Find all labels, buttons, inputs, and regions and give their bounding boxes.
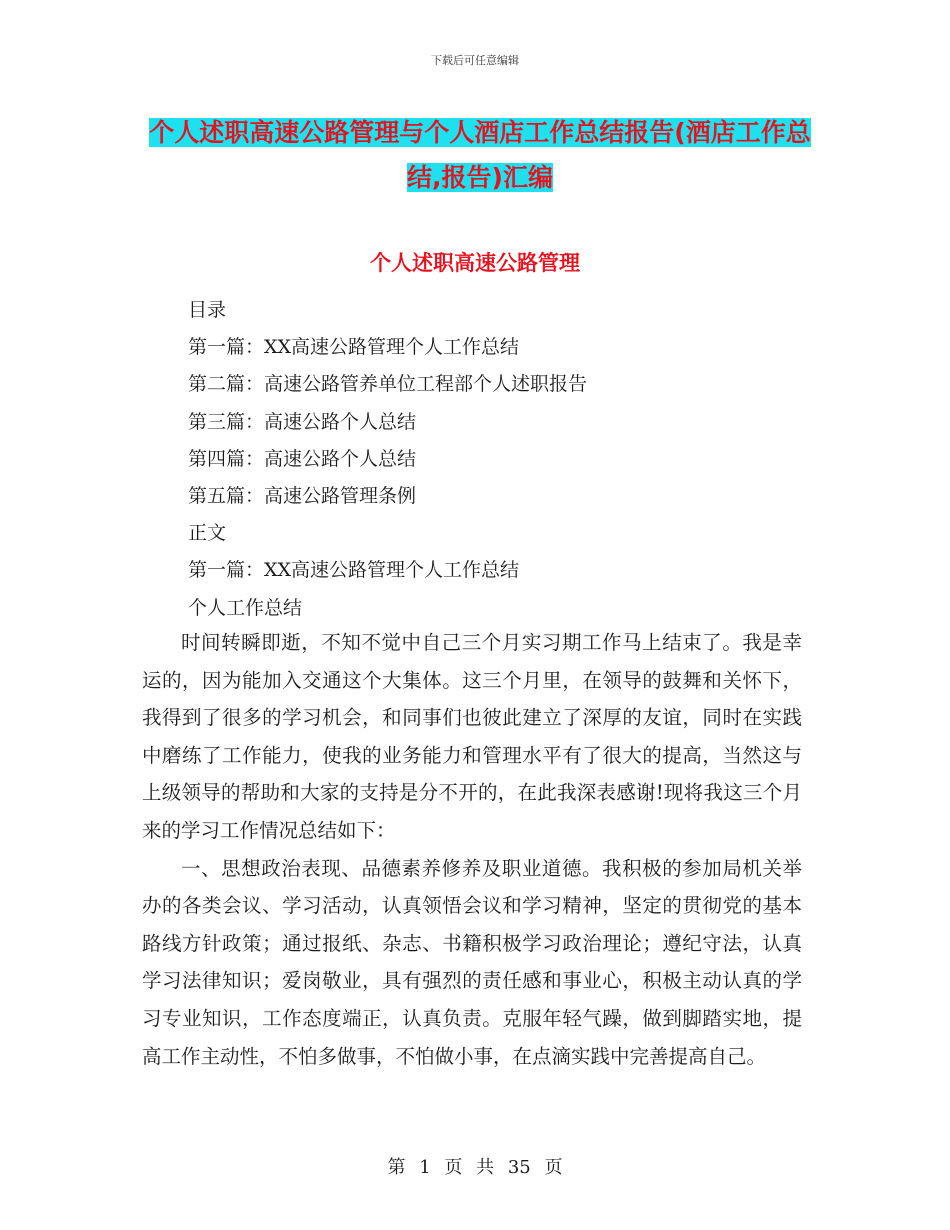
page-footer: 第 1 页 共 35 页 [387,1157,563,1178]
header-note: 下载后可任意编辑 [431,54,519,67]
toc-item: 第二篇：高速公路管养单位工程部个人述职报告 [188,373,588,396]
paragraph: 一、思想政治表现、品德素养修养及职业道德。我积极的参加局机关举办的各类会议、学习活动，认真领悟会议和学习精神，坚定的贯彻党的基本路线方针政策；通过报纸、杂志、书籍积极学习政治理论；遵纪守法，认真学习法律知识；爱岗敬业，具有强烈的责任感和事业心，积极主动认真的学习专业知识，工作态度端正，认真负责。克服年轻气躁，做到脚踏实地，提高工作主动性，不怕多做事，不怕做小事，在点滴实践中完善提高自己。 [142,856,802,1068]
chapter-title: 第一篇：XX高速公路管理个人工作总结 [188,559,520,582]
toc-item: 第四篇：高速公路个人总结 [188,447,417,470]
chapter-subheading: 个人工作总结 [188,596,303,619]
document-title-text: 个人述职高速公路管理与个人酒店工作总结报告(酒店工作总结,报告)汇编 [149,118,811,192]
paragraph: 时间转瞬即逝，不知不觉中自己三个月实习期工作马上结束了。我是幸运的，因为能加入交通这个大集体。这三个月里，在领导的鼓舞和关怀下，我得到了很多的学习机会，和同事们也彼此建立了深厚的友谊，同时在实践中磨练了工作能力，使我的业务能力和管理水平有了很大的提高，当然这与上级领导的帮助和大家的支持是分不开的，在此我深表感谢!现将我这三个月来的学习工作情况总结如下： [142,631,802,842]
table-of-contents [188,292,587,627]
document-title [140,110,820,200]
body-text [142,624,802,1075]
body-heading: 正文 [188,522,227,545]
toc-item: 第三篇：高速公路个人总结 [188,410,417,433]
toc-heading: 目录 [188,299,227,321]
section-title: 个人述职高速公路管理 [370,251,580,275]
toc-item: 第五篇：高速公路管理条例 [188,485,417,508]
toc-item: 第一篇：XX高速公路管理个人工作总结 [188,336,520,359]
